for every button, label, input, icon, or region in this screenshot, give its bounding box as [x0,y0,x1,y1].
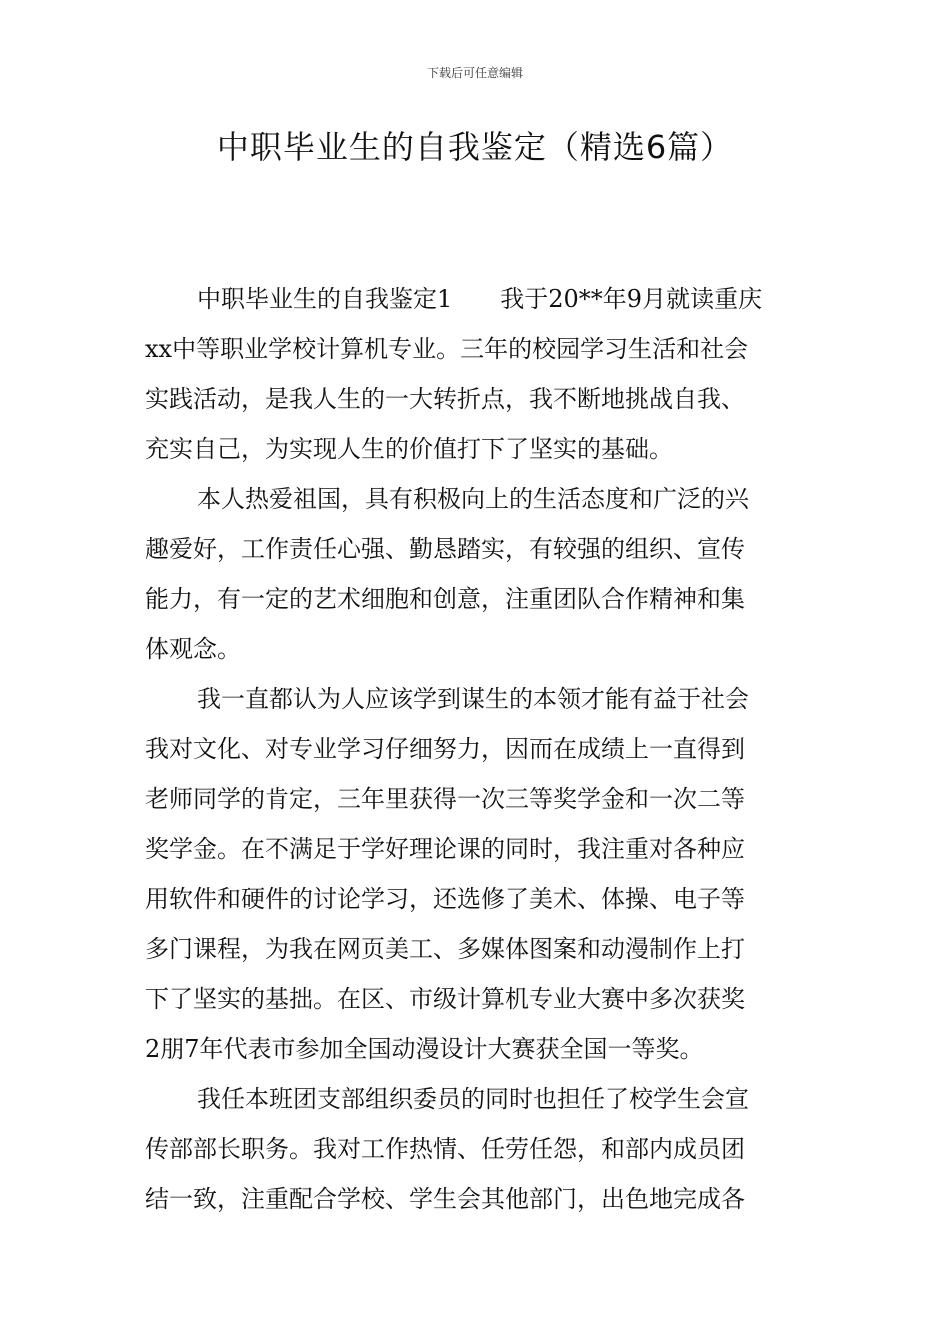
body-line: 中职毕业生的自我鉴定1 我于20**年9月就读重庆 [197,285,763,313]
body-line: 老师同学的肯定，三年里获得一次三等奖学金和一次二等 [145,785,745,813]
body-line: 下了坚实的基拙。在区、市级计算机专业大赛中多次获奖 [145,985,745,1013]
body-line: 本人热爱祖国，具有积极向上的生活态度和广泛的兴 [197,485,749,513]
body-line: 实践活动，是我人生的一大转折点，我不断地挑战自我、 [145,385,745,413]
body-line: 趣爱好，工作责任心强、勤恳踏实，有较强的组织、宣传 [145,535,745,563]
document-body [145,274,807,1224]
header-note: 下载后可任意编辑 [426,66,523,80]
body-line: 奖学金。在不满足于学好理论课的同时，我注重对各种应 [145,835,745,863]
body-line: 体观念。 [145,635,241,663]
body-line: 结一致，注重配合学校、学生会其他部门，出色地完成各 [145,1185,745,1213]
body-line: 充实自己，为实现人生的价值打下了坚实的基础。 [145,435,673,463]
body-line: 能力，有一定的艺术细胞和创意，注重团队合作精神和集 [145,585,745,613]
document-title: 中职毕业生的自我鉴定（精选6篇） [216,128,734,166]
body-line: xx中等职业学校计算机专业。三年的校园学习生活和社会 [145,335,749,363]
body-line: 2朋7年代表市参加全国动漫设计大赛获全国一等奖。 [145,1035,704,1063]
body-line: 我任本班团支部组织委员的同时也担任了校学生会宣 [197,1085,749,1113]
body-line: 传部部长职务。我对工作热情、任劳任怨，和部内成员团 [145,1135,745,1163]
body-line: 我对文化、对专业学习仔细努力，因而在成绩上一直得到 [145,735,745,763]
body-line: 多门课程，为我在网页美工、多媒体图案和动漫制作上打 [145,935,745,963]
body-line: 我一直都认为人应该学到谋生的本领才能有益于社会 [197,685,749,713]
body-line: 用软件和硬件的讨论学习，还选修了美术、体操、电子等 [145,885,745,913]
